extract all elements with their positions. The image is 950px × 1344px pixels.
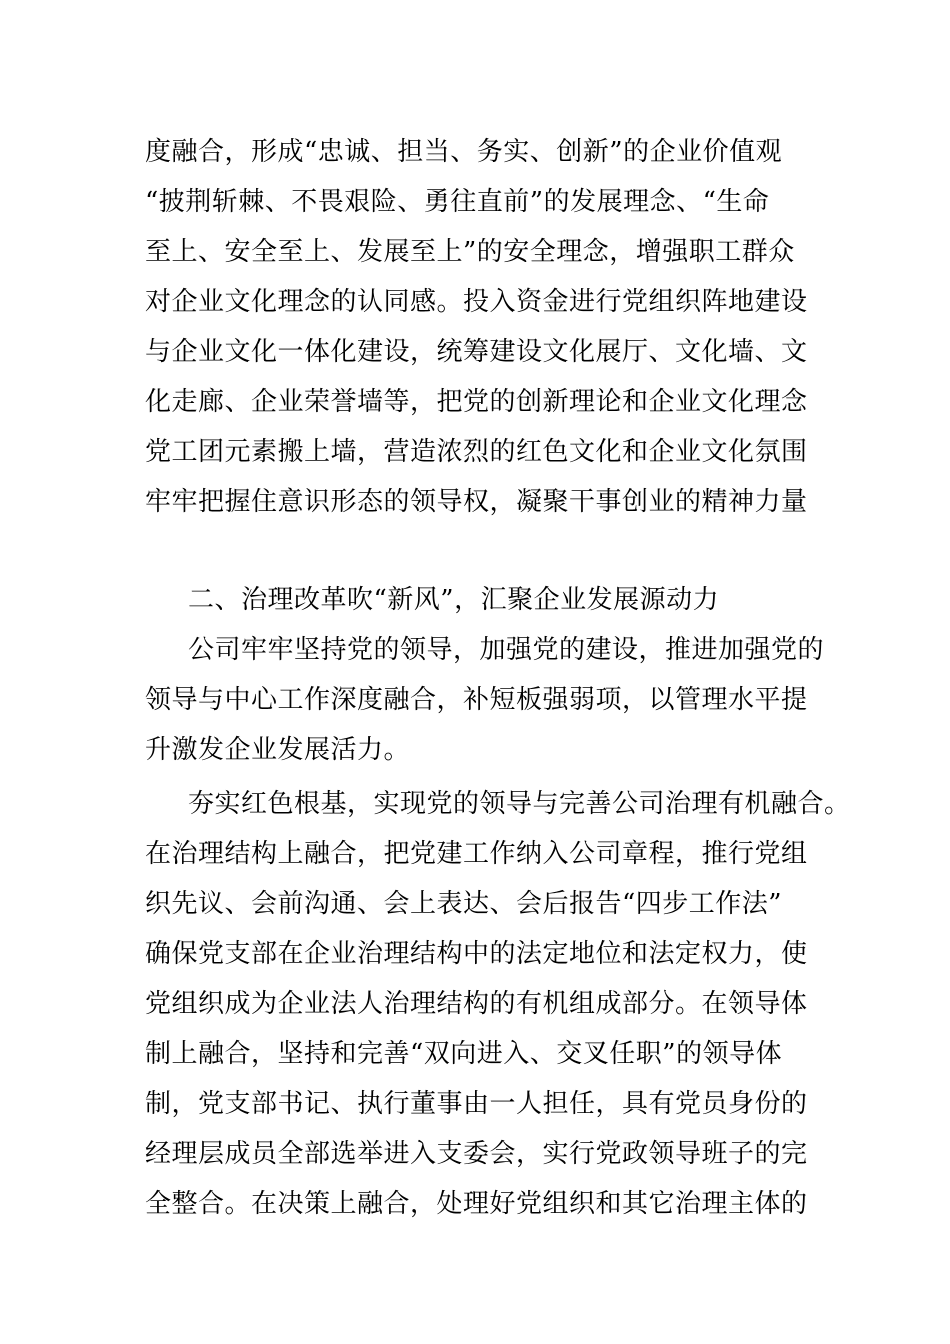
text-line: 党组织成为企业法人治理结构的有机组成部分。在领导体 <box>145 989 808 1019</box>
text-line: 制，党支部书记、执行董事由一人担任，具有党员身份的 <box>145 1089 808 1119</box>
text-line: 领导与中心工作深度融合，补短板强弱项，以管理水平提 <box>145 685 808 715</box>
text-line: 公司牢牢坚持党的领导，加强党的建设，推进加强党的 <box>188 635 825 665</box>
text-line: 度融合，形成“忠诚、担当、务实、创新”的企业价值观 <box>145 137 783 167</box>
text-line: “披荆斩棘、不畏艰险、勇往直前”的发展理念、“生命 <box>145 187 770 217</box>
text-line: 化走廊、企业荣誉墙等，把党的创新理论和企业文化理念 <box>145 387 808 417</box>
text-line: 对企业文化理念的认同感。投入资金进行党组织阵地建设 <box>145 287 808 317</box>
text-line: 全整合。在决策上融合，处理好党组织和其它治理主体的 <box>145 1189 808 1219</box>
text-line: 在治理结构上融合，把党建工作纳入公司章程，推行党组 <box>145 839 808 869</box>
text-line: 制上融合，坚持和完善“双向进入、交叉任职”的领导体 <box>145 1039 783 1069</box>
section-heading: 二、治理改革吹“新风”，汇聚企业发展源动力 <box>188 585 720 615</box>
text-line: 夯实红色根基，实现党的领导与完善公司治理有机融合。 <box>188 789 851 819</box>
text-line: 确保党支部在企业治理结构中的法定地位和法定权力，使 <box>145 939 808 969</box>
text-line: 织先议、会前沟通、会上表达、会后报告“四步工作法” <box>145 889 783 919</box>
text-line: 牢牢把握住意识形态的领导权，凝聚干事创业的精神力量 <box>145 487 808 517</box>
text-line: 党工团元素搬上墙，营造浓烈的红色文化和企业文化氛围 <box>145 437 808 467</box>
text-line: 经理层成员全部选举进入支委会，实行党政领导班子的完 <box>145 1139 808 1169</box>
text-line: 至上、安全至上、发展至上”的安全理念，增强职工群众 <box>145 237 795 267</box>
text-line: 升激发企业发展活力。 <box>145 735 411 765</box>
text-line: 与企业文化一体化建设，统筹建设文化展厅、文化墙、文 <box>145 337 808 367</box>
